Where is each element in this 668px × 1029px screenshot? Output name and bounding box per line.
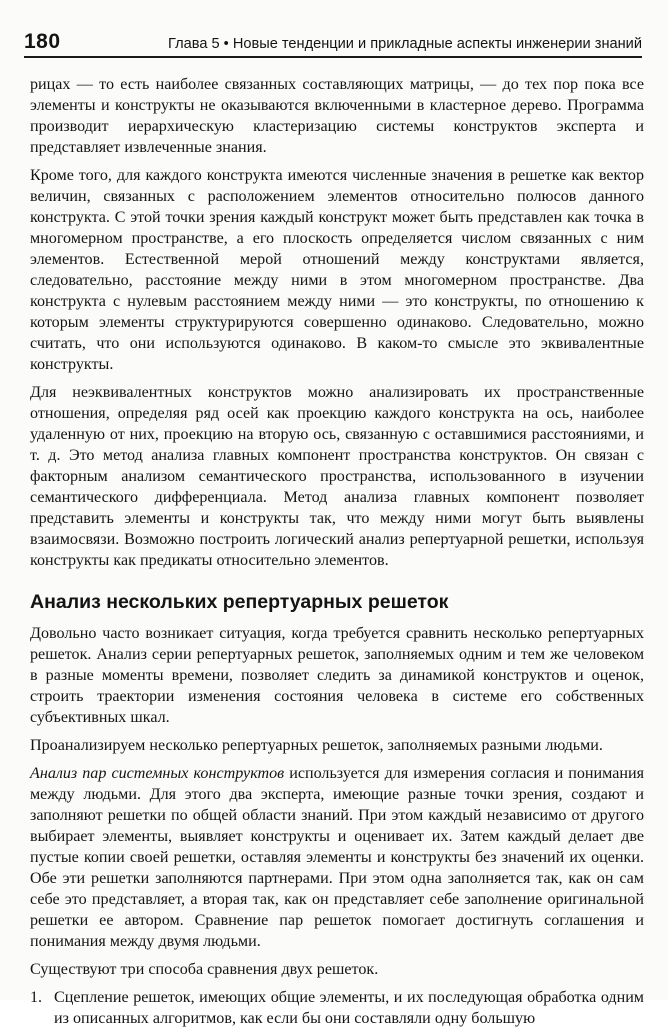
paragraph-7: Существуют три способа сравнения двух решеток.: [30, 961, 379, 978]
paragraph-1: рицах — то есть наиболее связанных составляющих матрицы, — до тех пор пока все элементы и конструкты не оказываются включенными в кластерное дерево. Программа производит иерархическую кластеризацию системы конструктов эксперта и представляет извлеченные знания.: [30, 76, 644, 156]
italic-term: Анализ пар системных конструктов: [30, 765, 285, 782]
page-number: 180: [24, 30, 61, 53]
paragraph-6-text: используется для измерения согласия и понимания между людьми. Для этого два эксперта, имеющие разные точки зрения, создают и заполняют решетки по общей области знаний. При этом каждый независимо от другого выбирает элементы, выявляет конструкты и оценивает их. Затем каждый делает две пустые копии своей решетки, оставляя элементы и конструкты без значений их оценки. Обе эти решетки заполняются партнерами. При этом одна заполняется так, как он сам себе это представляет, а вторая так, как он представляет себе заполнение оригинальной решетки ее автором. Сравнение пар решеток помогает достигнуть соглашения и понимания между двумя людьми.: [30, 765, 644, 950]
list-item: [30, 987, 644, 1029]
section-heading: Анализ нескольких репертуарных решеток: [30, 591, 449, 613]
running-head: Глава 5 • Новые тенденции и прикладные аспекты инженерии знаний: [168, 36, 642, 52]
paragraph-2: Кроме того, для каждого конструкта имеются численные значения в решетке как вектор величин, связанных с расположением элементов относительно полюсов данного конструкта. С этой точки зрения каждый конструкт может быть представлен как точка в многомерном пространстве, а его плоскость определяется числом связанных с ним элементов. Естественной мерой отношений между конструктами является, следовательно, расстояние между ними в этом многомерном пространстве. Два конструкта с нулевым расстоянием между ними — это конструкты, по отношению к которым элементы структурируются совершенно одинаково. Следовательно, можно считать, что они используются одинаково. В каком-то смысле это эквивалентные конструкты.: [30, 167, 644, 373]
paragraph-5: Проанализируем несколько репертуарных решеток, заполняемых разными людьми.: [30, 737, 603, 754]
paragraph-6: [30, 763, 644, 952]
paragraph-3: Для неэквивалентных конструктов можно анализировать их пространственные отношения, определяя ряд осей как проекцию каждого конструкта на ось, наиболее удаленную от них, проекцию на вторую ось, связанную с оставшимися расстояниями, и т. д. Это метод анализа главных компонент пространства конструктов. Он связан с факторным анализом семантического пространства, использованного в изучении семантического дифференциала. Метод анализа главных компонент позволяет представить элементы и конструкты так, что между ними могут быть выявлены взаимосвязи. Возможно построить логический анализ репертуарной решетки, используя конструкты как предикаты относительно элементов.: [30, 384, 644, 569]
list-item-number: 1.: [30, 989, 43, 1006]
body-text: [30, 74, 644, 1029]
list-item-text: Сцепление решеток, имеющих общие элементы, и их последующая обработка одним из описанных алгоритмов, как если бы они составляли одну большую: [54, 989, 644, 1027]
paragraph-4: Довольно часто возникает ситуация, когда требуется сравнить несколько репертуарных решеток. Анализ серии репертуарных решеток, заполняемых одним и тем же человеком в разные моменты времени, позволяет следить за динамикой конструктов и оценок, строить траектории изменения состояния человека в системе его собственных субъективных шкал.: [30, 625, 644, 726]
page-header: [24, 28, 642, 58]
